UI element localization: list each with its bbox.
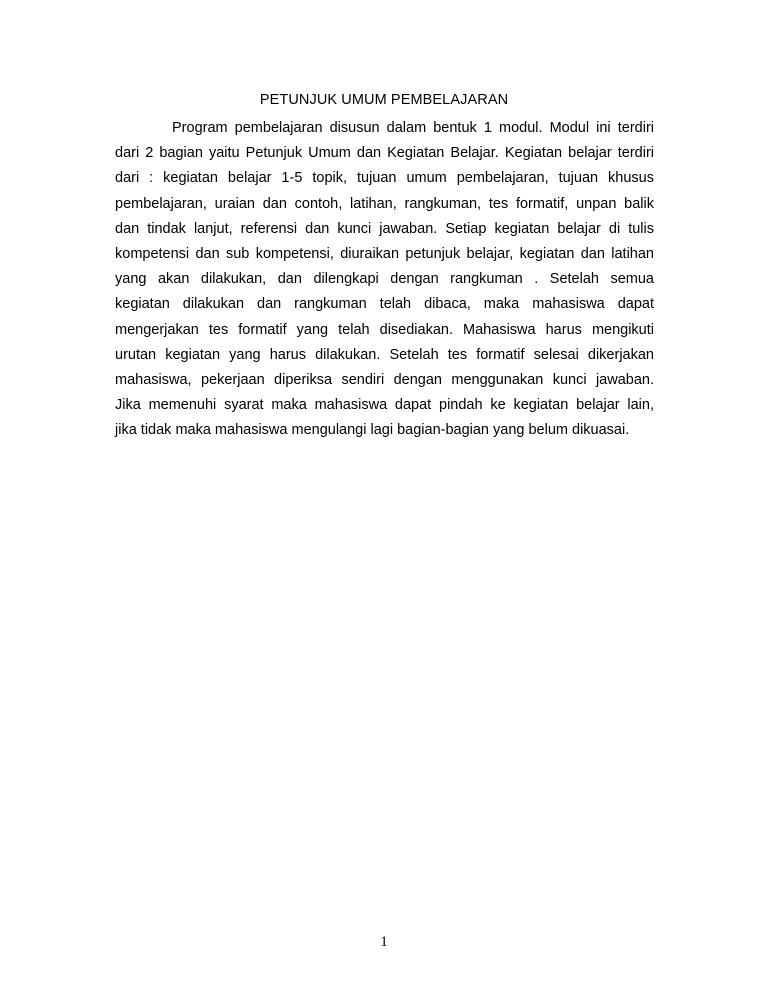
- paragraph-line: mahasiswa, pekerjaan diperiksa sendiri dengan menggunakan kunci jawaban.: [115, 371, 654, 388]
- paragraph-line: kompetensi dan sub kompetensi, diuraikan petunjuk belajar, kegiatan dan latihan: [115, 245, 654, 262]
- paragraph-line: dari : kegiatan belajar 1-5 topik, tujuan umum pembelajaran, tujuan khusus: [115, 170, 654, 187]
- paragraph-line: dari 2 bagian yaitu Petunjuk Umum dan Kegiatan Belajar. Kegiatan belajar terdiri: [115, 145, 654, 162]
- page-number: 1: [380, 934, 388, 950]
- paragraph-line: pembelajaran, uraian dan contoh, latihan, rangkuman, tes formatif, unpan balik: [115, 195, 654, 212]
- paragraph-line: dan tindak lanjut, referensi dan kunci jawaban. Setiap kegiatan belajar di tulis: [115, 220, 654, 237]
- body-paragraph: [115, 116, 654, 443]
- page-title: PETUNJUK UMUM PEMBELAJARAN: [259, 92, 509, 108]
- paragraph-line: Program pembelajaran disusun dalam bentuk 1 modul. Modul ini terdiri: [172, 120, 654, 136]
- paragraph-line: kegiatan dilakukan dan rangkuman telah dibaca, maka mahasiswa dapat: [115, 296, 654, 313]
- paragraph-line: Jika memenuhi syarat maka mahasiswa dapat pindah ke kegiatan belajar lain,: [115, 397, 654, 414]
- paragraph-line: yang akan dilakukan, dan dilengkapi dengan rangkuman . Setelah semua: [115, 271, 654, 288]
- paragraph-line: jika tidak maka mahasiswa mengulangi lagi bagian-bagian yang belum dikuasai.: [115, 422, 630, 439]
- paragraph-line: mengerjakan tes formatif yang telah disediakan. Mahasiswa harus mengikuti: [115, 321, 654, 338]
- paragraph-line: urutan kegiatan yang harus dilakukan. Setelah tes formatif selesai dikerjakan: [115, 346, 654, 363]
